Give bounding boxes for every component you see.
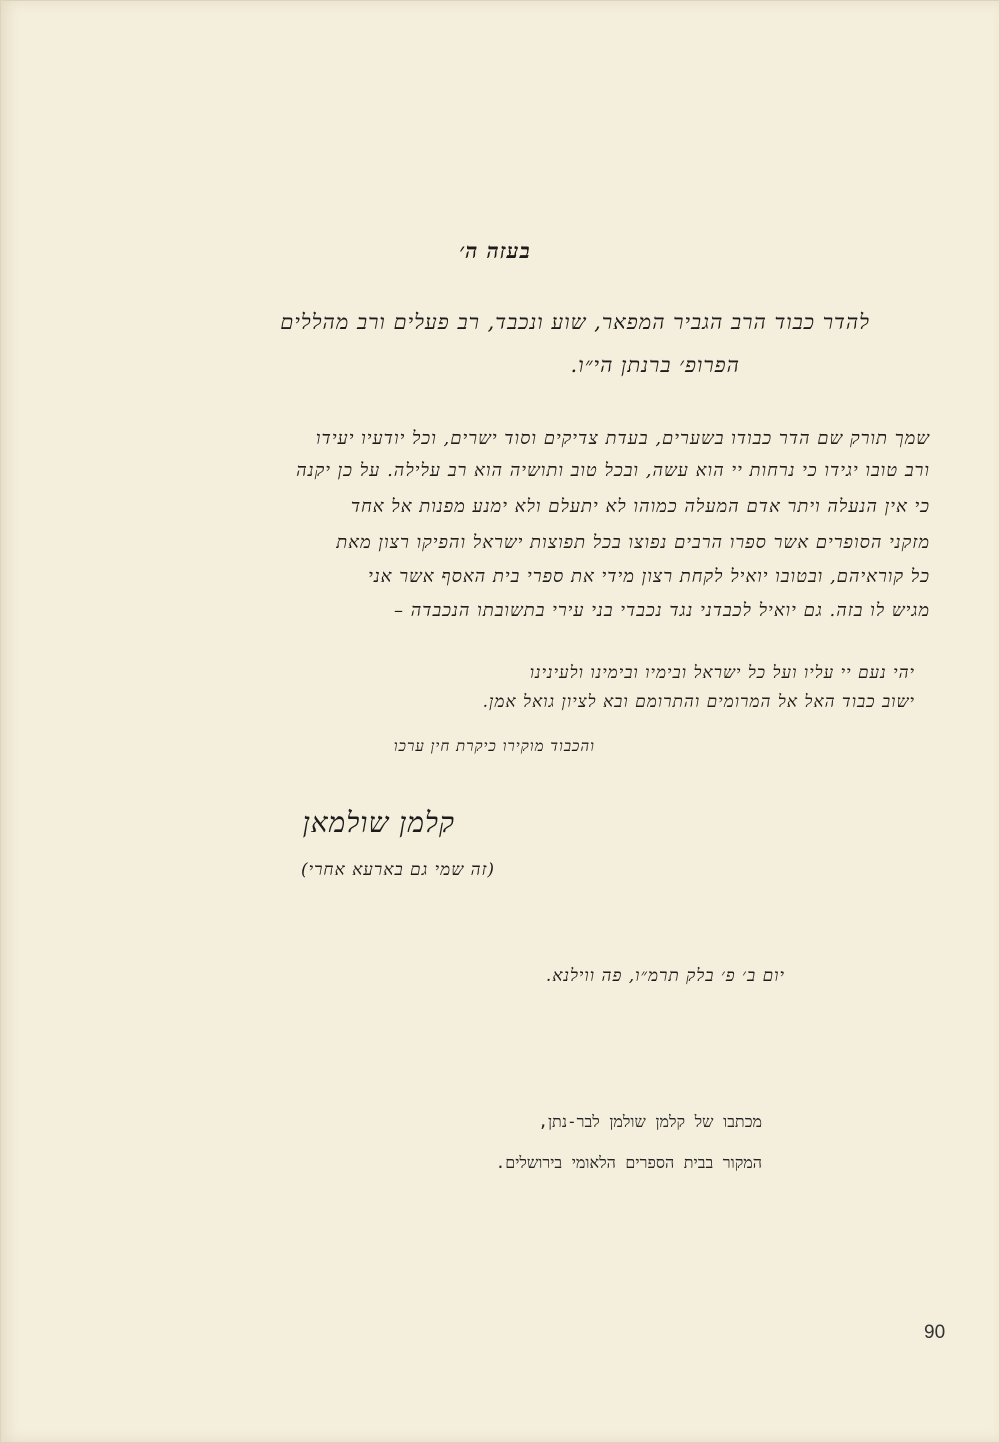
letter-body-line: מזקני הסופרים אשר ספרו הרבים נפוצו בכל תפוצות ישראל והפיקו רצון מאת xyxy=(336,532,930,553)
caption-line-1: מכתבו של קלמן שולמן לבר-נתן, xyxy=(538,1112,762,1131)
letter-blessing-line-1: יהי נעם יי עליו ועל כל ישראל ובימיו ובימינו ולעינינו xyxy=(529,663,915,683)
letter-signature-alias: (זה שמי גם בארעא אחרי) xyxy=(300,860,495,880)
letter-body-line: כי אין הנעלה ויתר אדם המעלה כמוהו לא יתעלם ולא ימנע מפנות אל אחד xyxy=(350,496,930,517)
letter-dateline: יום ב׳ פ׳ בלק תרמ״ו, פה ווילנא. xyxy=(545,966,785,986)
letter-invocation: בעזה ה׳ xyxy=(459,238,531,263)
letter-body-line: מגיש לו בזה. גם יואיל לכבדני נגד נכבדי בני עירי בתשובתו הנכבדה – xyxy=(393,600,930,621)
letter-body-line: כל קוראיהם, ובטובו יואיל לקחת רצון מידי את ספרי בית האסף אשר אני xyxy=(368,566,930,587)
letter-signature: קלמן שולמאן xyxy=(302,806,455,839)
letter-body-line: שמך תורק שם הדר כבודו בשערים, בעדת צדיקים וסוד ישרים, וכל יודעיו יעידו xyxy=(315,428,930,449)
letter-address-line-2: הפרופ׳ ברנתן הי״ו. xyxy=(570,353,740,377)
letter-body-line: ורב טובו יגידו כי נרחות יי הוא עשה, ובכל טוב ותושיה הוא רב עלילה. על כן יקנה xyxy=(296,460,930,481)
letter-address-line-1: להדר כבוד הרב הגביר המפאר, שוע ונכבד, רב פעלים ורב מהללים xyxy=(280,310,870,334)
page-number: 90 xyxy=(924,1322,946,1343)
letter-closing: והכבוד מוקירו כיקרת חין ערכו xyxy=(393,737,595,755)
caption-line-2: המקור בבית הספרים הלאומי בירושלים. xyxy=(495,1153,762,1172)
letter-blessing-line-2: ישוב כבוד האל אל המרומים והתרומם ובא לציון גואל אמן. xyxy=(482,692,915,712)
